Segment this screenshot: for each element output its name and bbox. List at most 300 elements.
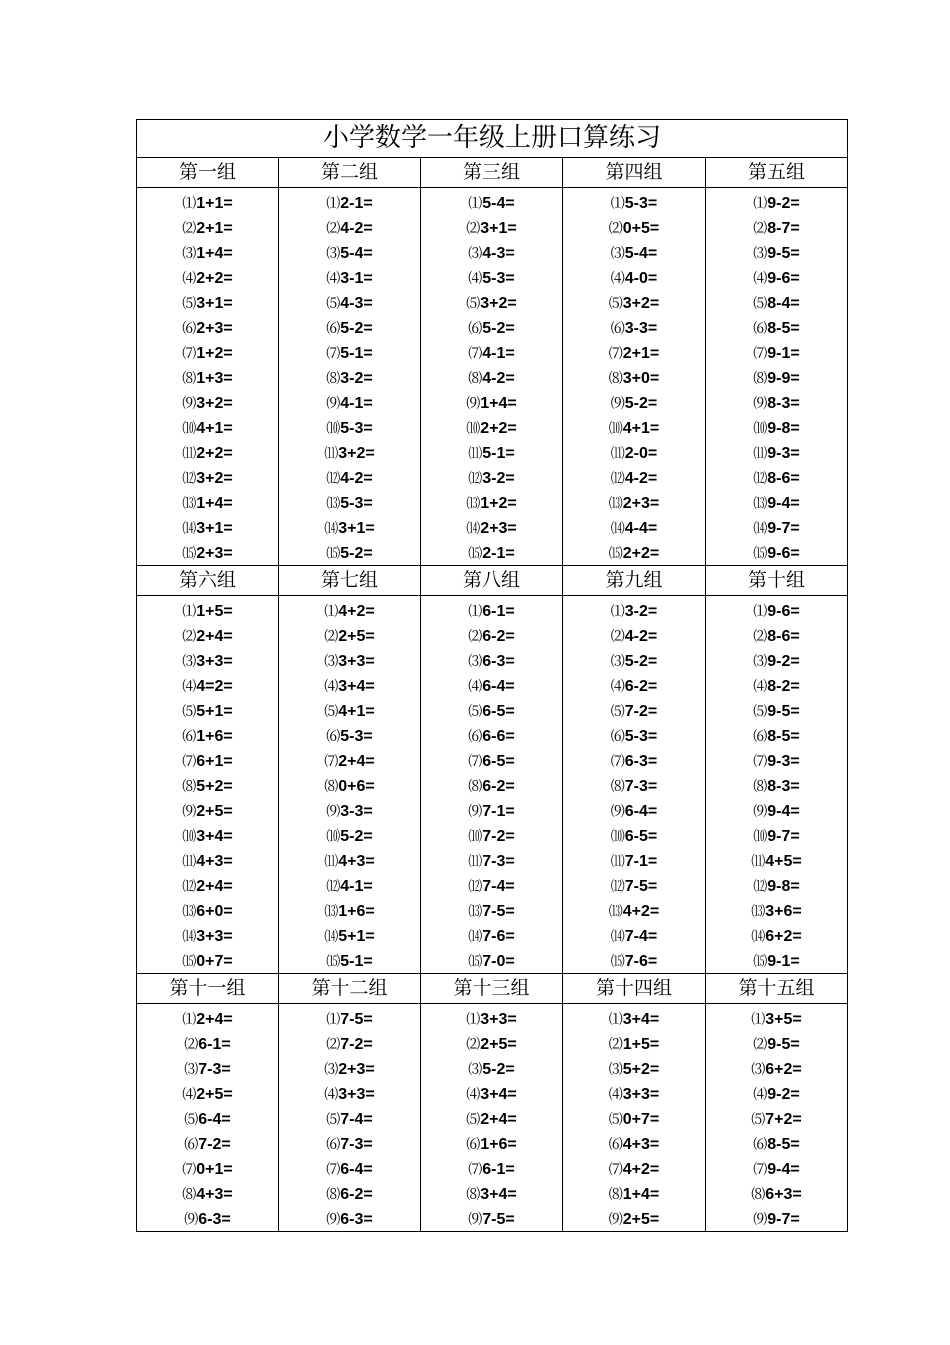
problem-expression: 2+3= — [338, 1061, 375, 1078]
problem-item — [706, 1131, 847, 1156]
problem-expression: 7-3= — [624, 778, 658, 795]
problem-expression: 8-3= — [767, 778, 800, 795]
problem-expression: 5-4= — [624, 245, 658, 262]
problem-expression: 0+5= — [622, 220, 660, 237]
problem-item — [563, 898, 705, 923]
problem-expression: 2+2= — [196, 270, 233, 287]
problem-item — [137, 440, 278, 465]
problem-number: ⑺ — [326, 346, 341, 362]
problem-item — [137, 1056, 278, 1081]
problem-number: ⑸ — [466, 296, 481, 312]
problem-expression: 3+3= — [196, 653, 233, 670]
problem-column — [137, 188, 279, 566]
problem-number: ⑺ — [753, 346, 768, 362]
problem-expression: 9-7= — [767, 828, 800, 845]
problem-expression: 3+5= — [765, 1011, 802, 1028]
problem-expression: 4-1= — [482, 345, 515, 362]
problem-item — [137, 265, 278, 290]
problem-expression: 1+5= — [622, 1036, 660, 1053]
problem-number: ⑷ — [466, 1087, 481, 1103]
problem-column — [706, 596, 848, 974]
problem-item — [279, 748, 420, 773]
problem-expression: 3+4= — [480, 1086, 517, 1103]
problem-item — [279, 773, 420, 798]
problem-number: ⒁ — [751, 929, 766, 945]
problem-column — [706, 1004, 848, 1232]
problem-expression: 7-1= — [482, 803, 515, 820]
problem-item — [421, 1131, 562, 1156]
problem-number: ⒀ — [182, 496, 197, 512]
problem-number: ⑸ — [751, 1112, 766, 1128]
problem-number: ⑷ — [753, 271, 768, 287]
problem-expression: 1+5= — [196, 603, 233, 620]
problem-column — [563, 1004, 706, 1232]
problem-expression: 2+3= — [196, 320, 233, 337]
problem-number: ⑴ — [182, 604, 197, 620]
problem-number: ⑷ — [468, 679, 483, 695]
problem-number: ⑻ — [608, 1187, 623, 1203]
problem-number: ⒁ — [610, 521, 625, 537]
problem-item — [706, 748, 847, 773]
problem-item — [279, 540, 420, 565]
problem-expression: 2+2= — [480, 420, 517, 437]
problem-expression: 3+4= — [622, 1011, 660, 1028]
problem-item — [706, 598, 847, 623]
problem-item — [421, 823, 562, 848]
problem-item — [706, 723, 847, 748]
problem-item — [563, 1056, 705, 1081]
problem-number: ⑻ — [608, 371, 623, 387]
problem-number: ⑿ — [468, 879, 483, 895]
problem-expression: 5+2= — [196, 778, 233, 795]
problem-item — [137, 415, 278, 440]
problem-item — [421, 315, 562, 340]
problem-number: ⑼ — [466, 396, 481, 412]
problem-number: ⑸ — [324, 704, 339, 720]
problem-expression: 3+3= — [196, 928, 233, 945]
problem-expression: 4+1= — [622, 420, 660, 437]
problem-expression: 1+4= — [196, 245, 233, 262]
problem-expression: 9-3= — [767, 753, 800, 770]
problem-expression: 7-1= — [624, 853, 658, 870]
problem-item — [563, 1106, 705, 1131]
problem-number: ⑾ — [753, 446, 768, 462]
problem-column — [706, 188, 848, 566]
problem-expression: 4-2= — [624, 470, 658, 487]
problem-expression: 5-3= — [340, 495, 373, 512]
problem-number: ⑹ — [753, 729, 768, 745]
problem-number: ⑻ — [466, 1187, 481, 1203]
problem-number: ⑻ — [753, 779, 768, 795]
problem-number: ⑵ — [324, 629, 339, 645]
problem-item — [563, 1031, 705, 1056]
sheet-body — [137, 120, 848, 1232]
problem-number: ⑽ — [608, 421, 623, 437]
problem-expression: 2+5= — [196, 803, 233, 820]
problem-number: ⑶ — [184, 1062, 199, 1078]
problem-expression: 6-1= — [482, 1161, 515, 1178]
group-header: 第十四组 — [563, 974, 706, 1004]
problem-expression: 2+5= — [196, 1086, 233, 1103]
problem-number: ⑾ — [182, 854, 197, 870]
problem-expression: 3+2= — [196, 470, 233, 487]
problem-item — [137, 315, 278, 340]
problem-column — [563, 188, 706, 566]
problem-number: ⑹ — [182, 729, 197, 745]
problem-number: ⑷ — [324, 1087, 339, 1103]
problem-number: ⑺ — [182, 1162, 197, 1178]
problem-number: ⑹ — [468, 729, 483, 745]
problem-expression: 4-1= — [340, 878, 373, 895]
problem-number: ⑻ — [326, 1187, 341, 1203]
problem-number: ⑷ — [753, 679, 768, 695]
problem-item — [421, 265, 562, 290]
problem-item — [706, 1081, 847, 1106]
problem-expression: 9-5= — [767, 1036, 800, 1053]
problem-expression: 7-6= — [482, 928, 515, 945]
problem-expression: 4+3= — [196, 853, 233, 870]
problem-item — [706, 1031, 847, 1056]
problem-number: ⑵ — [753, 629, 768, 645]
problem-number: ⑽ — [182, 421, 197, 437]
problem-item — [706, 215, 847, 240]
problem-number: ⑶ — [610, 654, 625, 670]
problem-expression: 8-2= — [767, 678, 800, 695]
problem-item — [563, 1081, 705, 1106]
problem-expression: 2-1= — [482, 545, 515, 562]
problem-item — [563, 1131, 705, 1156]
problem-item — [137, 1031, 278, 1056]
problem-item — [421, 798, 562, 823]
problem-number: ⑾ — [468, 854, 483, 870]
problem-expression: 3+6= — [765, 903, 802, 920]
problem-expression: 5-2= — [340, 828, 373, 845]
problem-number: ⑽ — [753, 829, 768, 845]
problem-row — [137, 1004, 848, 1232]
problem-expression: 6-5= — [482, 753, 515, 770]
problem-number: ⒁ — [182, 521, 197, 537]
problem-item — [421, 623, 562, 648]
problem-item — [137, 723, 278, 748]
problem-number: ⑹ — [608, 1137, 623, 1153]
problem-number: ⑼ — [326, 396, 341, 412]
problem-expression: 9-6= — [767, 270, 800, 287]
problem-number: ⒁ — [753, 521, 768, 537]
problem-expression: 6-6= — [482, 728, 515, 745]
problem-item — [137, 365, 278, 390]
problem-number: ⑼ — [753, 396, 768, 412]
problem-expression: 4-2= — [482, 370, 515, 387]
problem-number: ⑹ — [610, 729, 625, 745]
problem-number: ⑾ — [324, 854, 339, 870]
problem-item — [421, 1181, 562, 1206]
problem-expression: 9-4= — [767, 803, 800, 820]
problem-number: ⑻ — [326, 371, 341, 387]
problem-expression: 5-4= — [340, 245, 373, 262]
problem-item — [137, 598, 278, 623]
problem-item — [279, 290, 420, 315]
problem-item — [563, 215, 705, 240]
problem-item — [137, 540, 278, 565]
problem-expression: 3-3= — [624, 320, 658, 337]
problem-expression: 5-1= — [340, 953, 373, 970]
problem-expression: 4+2= — [338, 603, 375, 620]
problem-number: ⑺ — [468, 346, 483, 362]
problem-expression: 1+4= — [480, 395, 517, 412]
problem-number: ⑻ — [751, 1187, 766, 1203]
problem-number: ⑼ — [468, 804, 483, 820]
problem-item — [563, 748, 705, 773]
problem-item — [279, 490, 420, 515]
problem-number: ⑴ — [610, 604, 625, 620]
problem-item — [279, 723, 420, 748]
problem-column — [421, 1004, 563, 1232]
problem-expression: 3+3= — [622, 1086, 660, 1103]
problem-expression: 4+1= — [338, 703, 375, 720]
problem-expression: 2+4= — [196, 628, 233, 645]
problem-number: ⑿ — [326, 471, 341, 487]
problem-number: ⑼ — [608, 1212, 623, 1228]
problem-number: ⑷ — [326, 271, 341, 287]
problem-expression: 7-4= — [624, 928, 658, 945]
problem-number: ⑽ — [610, 829, 625, 845]
problem-row — [137, 188, 848, 566]
problem-number: ⑶ — [468, 654, 483, 670]
problem-number: ⒁ — [610, 929, 625, 945]
problem-expression: 3+3= — [338, 653, 375, 670]
problem-expression: 1+1= — [196, 195, 233, 212]
problem-item — [421, 290, 562, 315]
problem-number: ⑷ — [182, 271, 197, 287]
problem-number: ⒁ — [466, 521, 481, 537]
problem-item — [279, 948, 420, 973]
problem-item — [563, 623, 705, 648]
problem-expression: 3+0= — [622, 370, 660, 387]
problem-item — [137, 848, 278, 873]
group-header: 第十二组 — [279, 974, 421, 1004]
problem-number: ⑵ — [753, 1037, 768, 1053]
problem-expression: 5-2= — [482, 320, 515, 337]
problem-number: ⑼ — [326, 1212, 341, 1228]
problem-expression: 4-1= — [340, 395, 373, 412]
problem-item — [279, 390, 420, 415]
problem-number: ⑼ — [753, 804, 768, 820]
problem-number: ⑷ — [182, 679, 197, 695]
problem-expression: 7-2= — [198, 1136, 231, 1153]
problem-number: ⒂ — [326, 546, 341, 562]
problem-expression: 6-2= — [482, 778, 515, 795]
problem-expression: 2-0= — [624, 445, 658, 462]
problem-number: ⑻ — [182, 779, 197, 795]
problem-item — [137, 748, 278, 773]
problem-expression: 7-3= — [340, 1136, 373, 1153]
problem-item — [706, 315, 847, 340]
problem-item — [706, 465, 847, 490]
problem-expression: 1+2= — [196, 345, 233, 362]
problem-expression: 9-6= — [767, 545, 800, 562]
problem-number: ⑶ — [468, 246, 483, 262]
group-header: 第八组 — [421, 566, 563, 596]
problem-number: ⑼ — [182, 396, 197, 412]
problem-number: ⑾ — [751, 854, 766, 870]
problem-item — [706, 1106, 847, 1131]
problem-expression: 6+3= — [765, 1186, 802, 1203]
problem-number: ⑵ — [610, 629, 625, 645]
problem-expression: 5-4= — [482, 195, 515, 212]
problem-number: ⒀ — [326, 496, 341, 512]
problem-item — [137, 1131, 278, 1156]
problem-number: ⑹ — [753, 1137, 768, 1153]
problem-number: ⑷ — [610, 271, 625, 287]
problem-item — [137, 190, 278, 215]
problem-expression: 1+4= — [622, 1186, 660, 1203]
problem-item — [563, 798, 705, 823]
problem-number: ⑼ — [182, 804, 197, 820]
problem-column — [279, 596, 421, 974]
group-header: 第三组 — [421, 158, 563, 188]
problem-item — [279, 848, 420, 873]
problem-item — [706, 240, 847, 265]
problem-expression: 4-2= — [340, 470, 373, 487]
group-header: 第七组 — [279, 566, 421, 596]
problem-expression: 9-4= — [767, 1161, 800, 1178]
problem-number: ⑾ — [610, 854, 625, 870]
problem-number: ⑵ — [182, 629, 197, 645]
problem-item — [706, 923, 847, 948]
problem-item — [563, 365, 705, 390]
problem-item — [279, 1031, 420, 1056]
problem-number: ⒀ — [468, 904, 483, 920]
problem-number: ⒀ — [324, 904, 339, 920]
problem-expression: 6-2= — [340, 1186, 373, 1203]
problem-number: ⒀ — [751, 904, 766, 920]
problem-expression: 0+1= — [196, 1161, 233, 1178]
problem-number: ⑺ — [608, 346, 623, 362]
problem-number: ⑺ — [468, 754, 483, 770]
problem-item — [279, 515, 420, 540]
problem-expression: 5-2= — [340, 320, 373, 337]
problem-expression: 1+6= — [196, 728, 233, 745]
problem-expression: 2+5= — [338, 628, 375, 645]
problem-number: ⑺ — [182, 346, 197, 362]
group-header: 第十三组 — [421, 974, 563, 1004]
problem-expression: 4+2= — [622, 1161, 660, 1178]
problem-expression: 1+2= — [480, 495, 517, 512]
problem-number: ⒀ — [753, 496, 768, 512]
problem-expression: 9-3= — [767, 445, 800, 462]
problem-expression: 2+5= — [480, 1036, 517, 1053]
problem-expression: 8-3= — [767, 395, 800, 412]
problem-number: ⑿ — [326, 879, 341, 895]
problem-number: ⑷ — [468, 271, 483, 287]
problem-expression: 5-3= — [624, 195, 658, 212]
problem-item — [421, 673, 562, 698]
problem-expression: 5-2= — [340, 545, 373, 562]
problem-number: ⒂ — [608, 546, 623, 562]
problem-number: ⑸ — [753, 296, 768, 312]
problem-number: ⒂ — [182, 954, 197, 970]
problem-item — [706, 1056, 847, 1081]
problem-item — [563, 465, 705, 490]
problem-expression: 0+6= — [338, 778, 375, 795]
problem-item — [706, 290, 847, 315]
problem-expression: 6-5= — [482, 703, 515, 720]
problem-number: ⑵ — [608, 221, 623, 237]
problem-item — [137, 898, 278, 923]
problem-number: ⑴ — [753, 196, 768, 212]
problem-item — [137, 923, 278, 948]
problem-row — [137, 596, 848, 974]
problem-item — [279, 240, 420, 265]
problem-number: ⑹ — [468, 321, 483, 337]
problem-expression: 7-2= — [340, 1036, 373, 1053]
problem-expression: 0+7= — [196, 953, 233, 970]
problem-item — [706, 515, 847, 540]
problem-item — [279, 623, 420, 648]
problem-item — [706, 440, 847, 465]
problem-number: ⑼ — [610, 396, 625, 412]
problem-item — [279, 598, 420, 623]
problem-expression: 7-0= — [482, 953, 515, 970]
problem-item — [706, 1156, 847, 1181]
problem-item — [421, 390, 562, 415]
problem-number: ⑶ — [753, 246, 768, 262]
problem-item — [421, 540, 562, 565]
problem-item — [706, 848, 847, 873]
problem-number: ⑿ — [753, 471, 768, 487]
problem-item — [137, 340, 278, 365]
problem-item — [279, 823, 420, 848]
problem-number: ⑺ — [326, 1162, 341, 1178]
problem-item — [421, 515, 562, 540]
problem-expression: 1+6= — [338, 903, 375, 920]
problem-number: ⑼ — [326, 804, 341, 820]
problem-expression: 5-3= — [340, 420, 373, 437]
problem-item — [421, 440, 562, 465]
problem-number: ⑻ — [468, 371, 483, 387]
problem-item — [421, 948, 562, 973]
problem-expression: 5-3= — [340, 728, 373, 745]
problem-item — [279, 873, 420, 898]
problem-expression: 2+5= — [622, 1211, 660, 1228]
problem-column — [421, 188, 563, 566]
problem-number: ⑴ — [326, 1012, 341, 1028]
problem-expression: 1+6= — [480, 1136, 517, 1153]
problem-item — [563, 698, 705, 723]
problem-number: ⑻ — [753, 371, 768, 387]
problem-number: ⑴ — [608, 1012, 623, 1028]
problem-item — [563, 948, 705, 973]
problem-number: ⑹ — [326, 321, 341, 337]
problem-number: ⒂ — [753, 954, 768, 970]
problem-expression: 3+1= — [338, 520, 375, 537]
problem-number: ⑺ — [753, 754, 768, 770]
problem-number: ⒂ — [182, 546, 197, 562]
problem-expression: 6+0= — [196, 903, 233, 920]
problem-item — [137, 798, 278, 823]
problem-number: ⑵ — [182, 221, 197, 237]
problem-expression: 8-7= — [767, 220, 800, 237]
problem-expression: 8-5= — [767, 320, 800, 337]
problem-number: ⑵ — [608, 1037, 623, 1053]
problem-item — [706, 823, 847, 848]
problem-number: ⑸ — [753, 704, 768, 720]
problem-number: ⒂ — [753, 546, 768, 562]
problem-number: ⑴ — [326, 196, 341, 212]
problem-expression: 4-3= — [482, 245, 515, 262]
problem-item — [279, 898, 420, 923]
problem-expression: 1+3= — [196, 370, 233, 387]
